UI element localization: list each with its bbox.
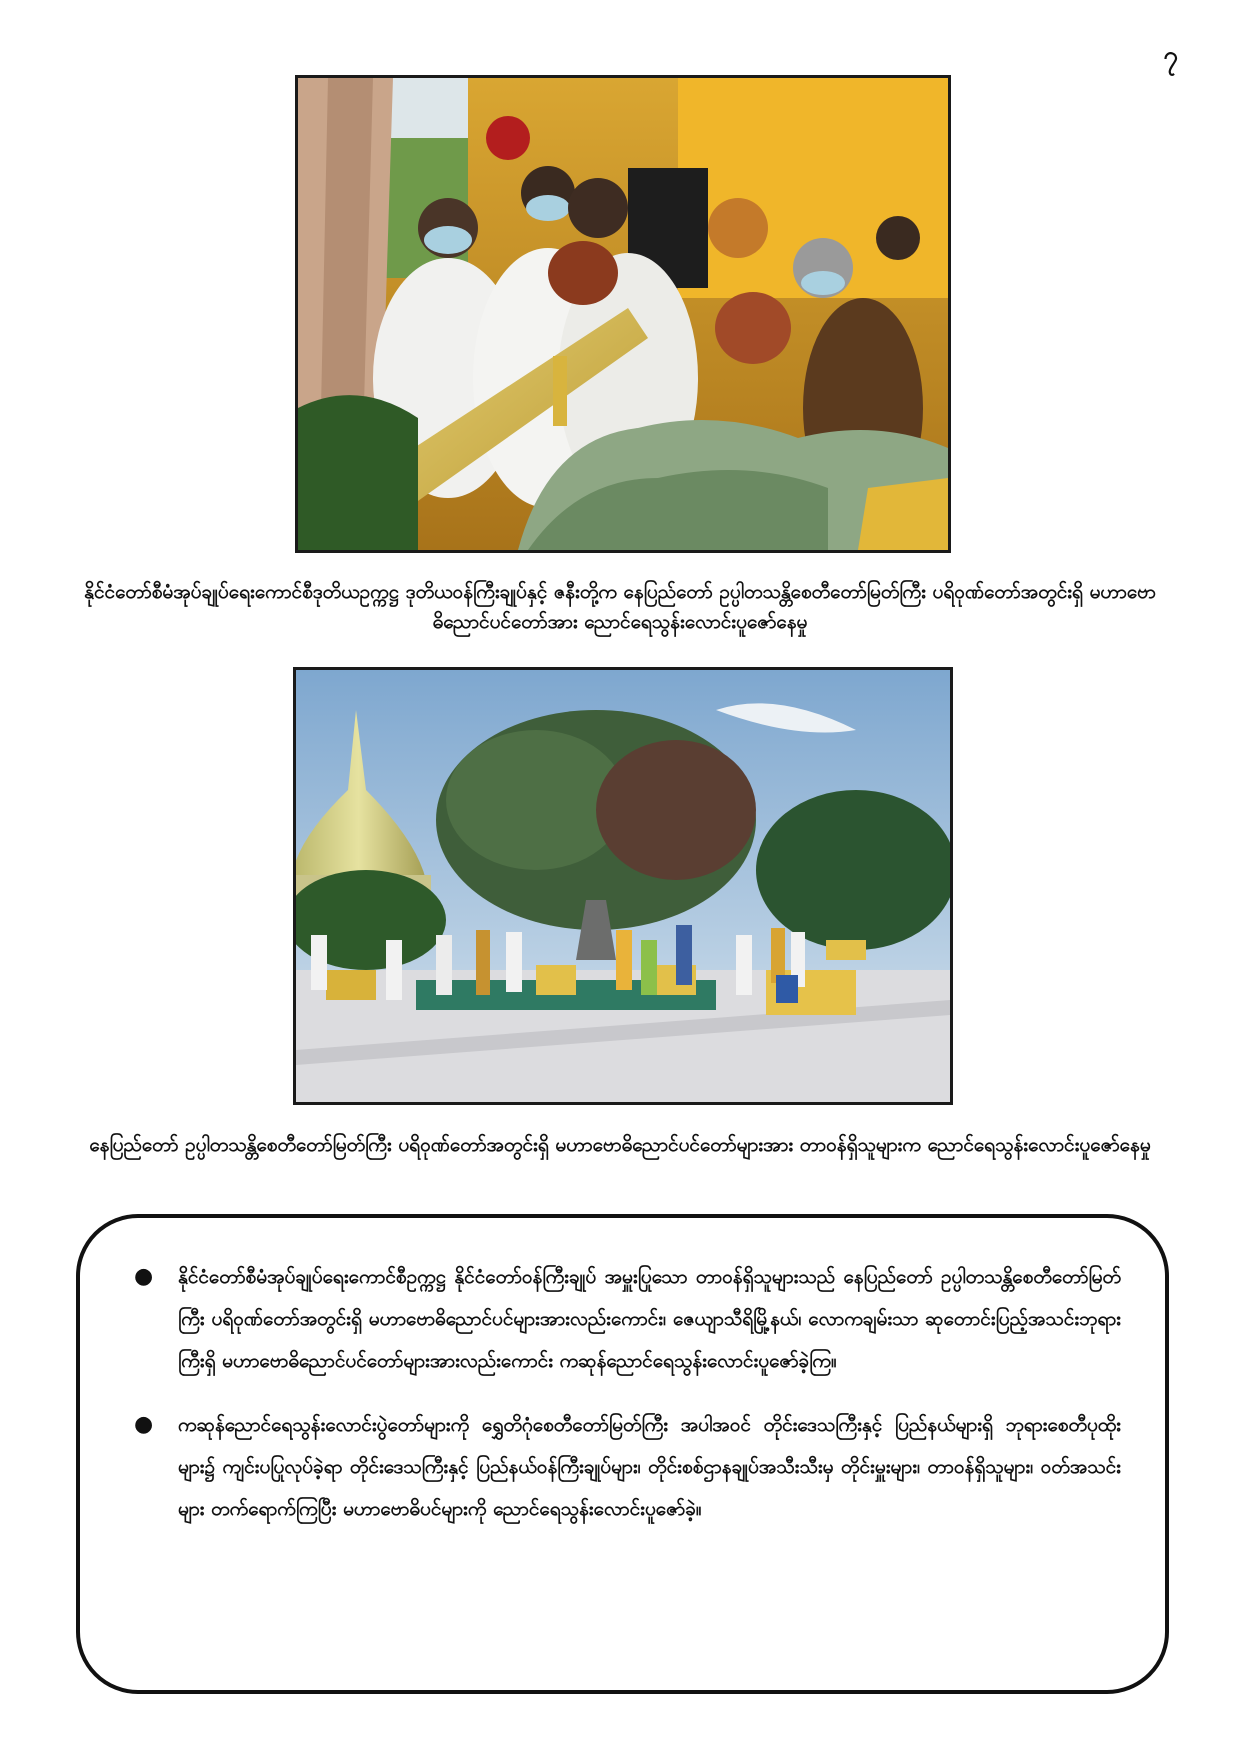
photo-caption-2: နေပြည်တော် ဥပ္ပါတသန္တိစေတီတော်မြတ်ကြီး ပရိဝုဏ်တော်အတွင်းရှိ မဟာဗောဓိညောင်ပင်တော်များအား တာဝန်ရှိသူများက ညောင်ရေသွန်းလောင်းပူဇော်နေမှု xyxy=(89,1134,1151,1156)
summary-text-2: ကဆုန်ညောင်ရေသွန်းလောင်းပွဲတော်များကို ရွှေတိဂုံစေတီတော်မြတ်ကြီး အပါအဝင် တိုင်းဒေသကြီးနှင့် ပြည်နယ်များရှိ ဘုရားစေတီပုထိုးများ၌ ကျင်းပပြုလုပ်ခဲ့ရာ တိုင်းဒေသကြီးနှင့် ပြည်နယ်ဝန်ကြီးချုပ်များ၊ တိုင်းစစ်ဌာနချုပ်အသီးသီးမှ တိုင်းမှူးများ၊ တာဝန်ရှိသူများ၊ ဝတ်အသင်းများ တက်ရောက်ကြပြီး မဟာဗောဓိပင်များကို ညောင်ရေသွန်းလောင်းပူဇော်ခဲ့။ xyxy=(178,1414,1121,1520)
summary-text-1: နိုင်ငံတော်စီမံအုပ်ချုပ်ရေးကောင်စီဥက္ကဋ္ဌ နိုင်ငံတော်ဝန်ကြီးချုပ် အမှူးပြုသော တာဝန်ရှိသူများသည် နေပြည်တော် ဥပ္ပါတသန္တိစေတီတော်မြတ်ကြီး ပရိဝုဏ်တော်အတွင်းရှိ မဟာဗောဓိညောင်ပင်များအားလည်းကောင်း၊ ဇေယျာသီရိမြို့နယ်၊ လောကချမ်းသာ ဆုတောင်းပြည့်အသင်းဘုရားကြီးရှိ မဟာဗောဓိညောင်ပင်တော်များအားလည်းကောင်း ကဆုန်ညောင်ရေသွန်းလောင်းပူဇော်ခဲ့ကြ။ xyxy=(178,1266,1121,1372)
bullet-dot-icon: ● xyxy=(134,1264,154,1289)
photo-caption-1: နိုင်ငံတော်စီမံအုပ်ချုပ်ရေးကောင်စီဒုတိယဥက္ကဋ္ဌ ဒုတိယဝန်ကြီးချုပ်နှင့် ဇနီးတို့က နေပြည်တော် ဥပ္ပါတသန္တိစေတီတော်မြတ်ကြီး ပရိဝုဏ်တော်အတွင်းရှိ မဟာဗောဓိညောင်ပင်တော်အား ညောင်ရေသွန်းလောင်းပူဇော်နေမှု xyxy=(84,581,1156,633)
photo-water-pouring-ceremony xyxy=(295,75,951,553)
photo-pagoda-bodhi-tree xyxy=(293,667,953,1105)
summary-bullet-2 xyxy=(134,1404,1121,1530)
summary-box xyxy=(76,1214,1169,1694)
summary-bullet-1 xyxy=(134,1256,1121,1382)
bullet-dot-icon: ● xyxy=(134,1412,154,1437)
page-number: ၇ xyxy=(1163,41,1178,71)
